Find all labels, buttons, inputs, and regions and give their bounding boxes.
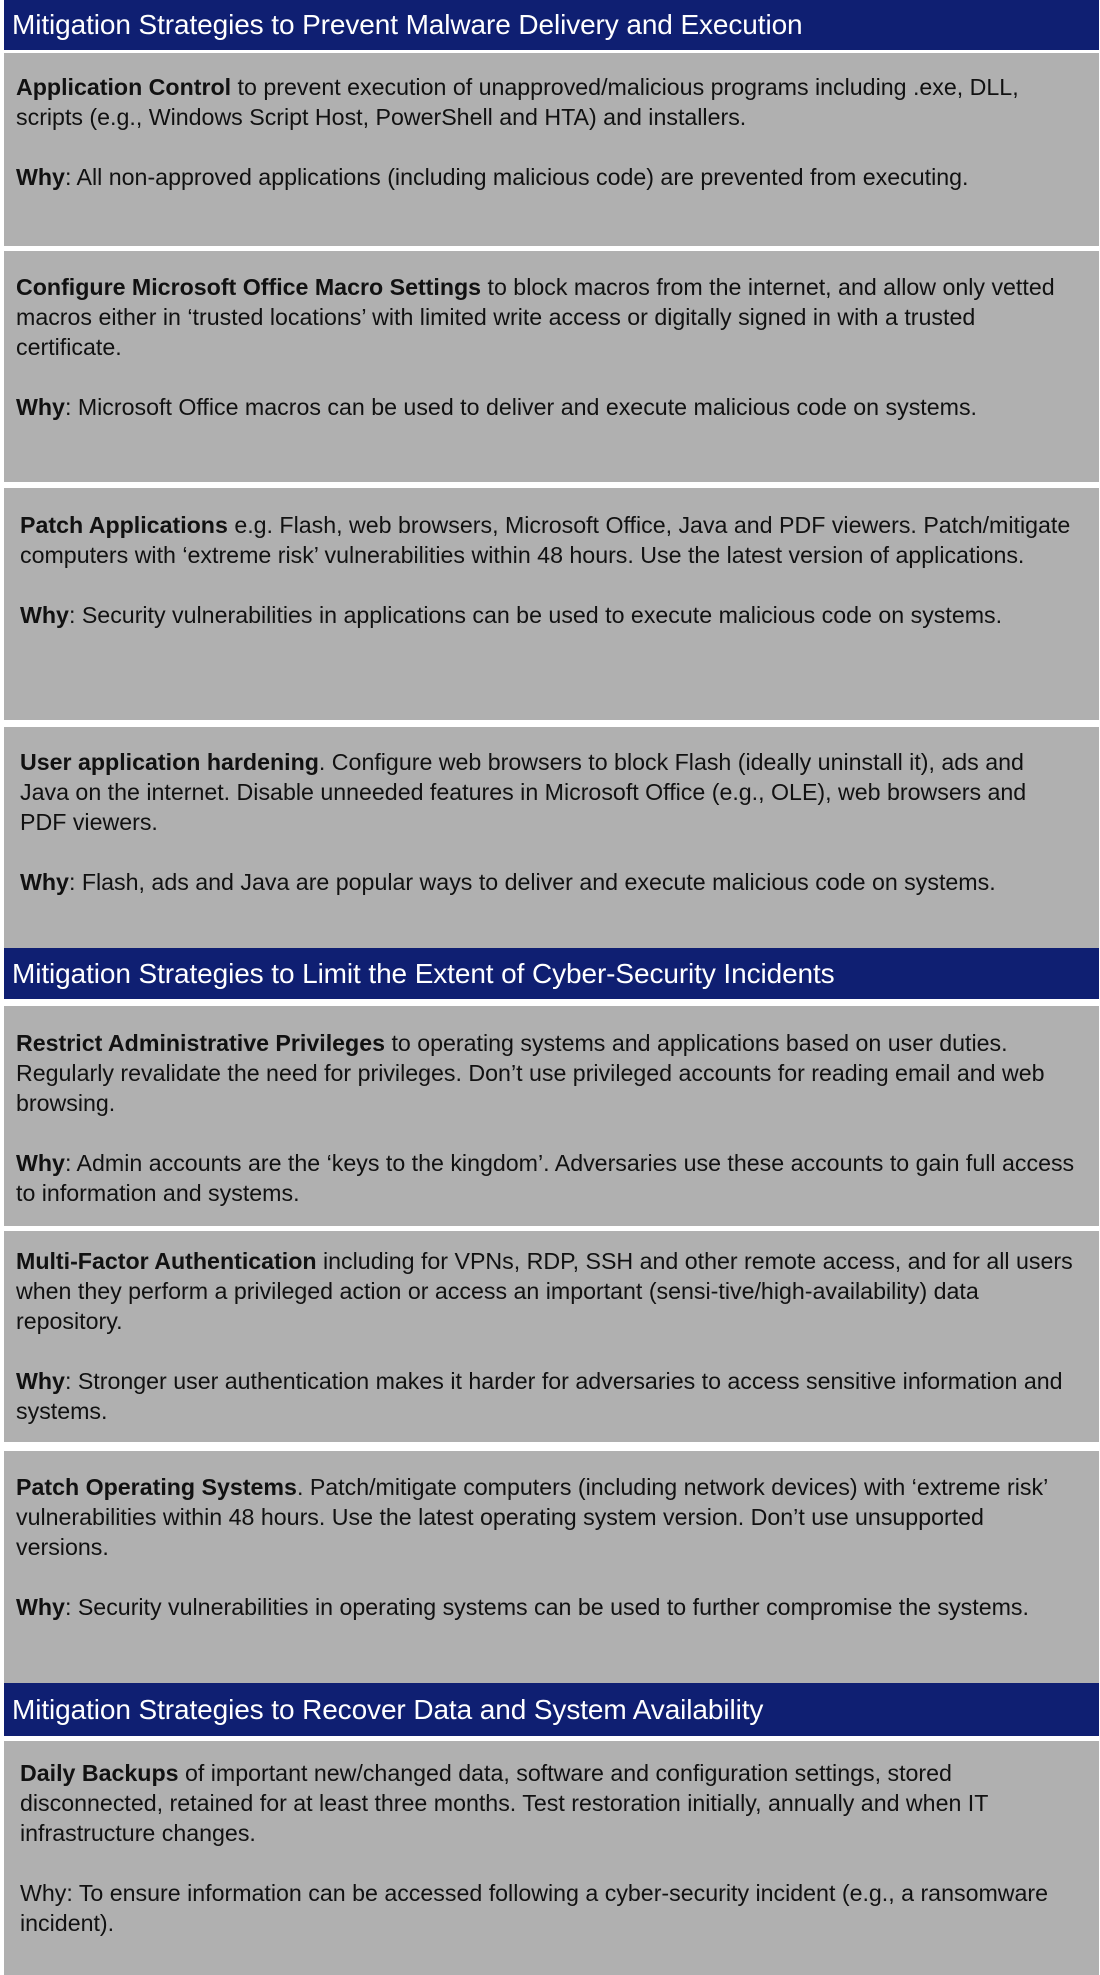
strategy-why: [20, 600, 1077, 630]
strategy-description: [16, 72, 1077, 132]
why-text: : Flash, ads and Java are popular ways to deliver and execute malicious code on systems.: [68, 869, 996, 895]
strategy-card-patch-os: [4, 1451, 1099, 1683]
why-text: : Stronger user authentication makes it harder for adversaries to access sensitive information and systems.: [16, 1368, 1063, 1424]
section-header-limit-incidents: [4, 948, 1099, 999]
strategy-card-patch-applications: [4, 488, 1099, 720]
strategy-description: [20, 510, 1077, 570]
strategy-term: Configure Microsoft Office Macro Settings: [16, 274, 482, 300]
strategy-description: [16, 1246, 1077, 1336]
section-title: Mitigation Strategies to Recover Data and System Availability: [12, 1693, 764, 1725]
why-text: Why: To ensure information can be accessed following a cyber-security incident (e.g., a ransomware incident).: [20, 1880, 1049, 1936]
why-label: Why: [16, 1150, 65, 1176]
why-text: : Microsoft Office macros can be used to deliver and execute malicious code on systems.: [64, 394, 977, 420]
strategy-description: [20, 747, 1077, 837]
strategy-why: [16, 1592, 1077, 1622]
strategy-detail: to prevent execution of unapproved/malicious programs including .exe, DLL, scripts (e.g., Windows Script Host, PowerShell and HTA) and installers.: [16, 74, 1019, 130]
strategy-term: Application Control: [16, 74, 232, 100]
strategy-detail: e.g. Flash, web browsers, Microsoft Office, Java and PDF viewers. Patch/mitigate computers with ‘extreme risk’ vulnerabilities within 48 hours. Use the latest version of applications.: [20, 512, 1071, 568]
strategy-description: [20, 1758, 1077, 1848]
why-label: Why: [16, 1368, 65, 1394]
strategy-description: [16, 1028, 1077, 1118]
strategy-card-mfa: [4, 1231, 1099, 1442]
why-label: Why: [16, 164, 65, 190]
strategy-description: [16, 272, 1077, 362]
strategy-term: Restrict Administrative Privileges: [16, 1030, 385, 1056]
strategy-detail: to block macros from the internet, and allow only vetted macros either in ‘trusted locations’ with limited write access or digitally signed in with a trusted certificate.: [16, 274, 1055, 360]
strategy-card-office-macros: [4, 251, 1099, 482]
why-label: Why: [20, 602, 69, 628]
strategy-why: [20, 1878, 1077, 1938]
section-title: Mitigation Strategies to Limit the Extent of Cyber-Security Incidents: [12, 957, 835, 989]
strategy-detail: . Configure web browsers to block Flash (ideally uninstall it), ads and Java on the internet. Disable unneeded features in Microsoft Office (e.g., OLE), web browsers and PDF viewers.: [20, 749, 1027, 835]
why-text: : Security vulnerabilities in applications can be used to execute malicious code on systems.: [68, 602, 1003, 628]
strategy-detail: including for VPNs, RDP, SSH and other remote access, and for all users when they perform a privileged action or access an important (sensi-tive/high-availability) data repository.: [16, 1248, 1073, 1334]
why-label: Why: [16, 394, 65, 420]
strategy-card-daily-backups: [4, 1741, 1099, 1975]
section-title: Mitigation Strategies to Prevent Malware Delivery and Execution: [12, 9, 803, 40]
why-text: : Security vulnerabilities in operating systems can be used to further compromise the systems.: [64, 1594, 1029, 1620]
strategy-card-user-app-hardening: [4, 727, 1099, 948]
why-text: : Admin accounts are the ‘keys to the kingdom’. Adversaries use these accounts to gain full access to information and systems.: [16, 1150, 1075, 1206]
strategy-card-application-control: [4, 53, 1099, 246]
strategy-term: Multi-Factor Authentication: [16, 1248, 317, 1274]
strategy-term: Patch Operating Systems: [16, 1474, 297, 1500]
strategy-detail: to operating systems and applications based on user duties. Regularly revalidate the need for privileges. Don’t use privileged accounts for reading email and web browsing.: [16, 1030, 1045, 1116]
strategy-why: [20, 867, 1077, 897]
section-header-prevent-malware: [4, 0, 1099, 50]
section-header-recover-data: [4, 1683, 1099, 1736]
why-label: Why: [20, 869, 69, 895]
strategy-card-restrict-admin: [4, 1006, 1099, 1226]
strategy-why: [16, 392, 1077, 422]
strategy-detail: of important new/changed data, software and configuration settings, stored disconnected, retained for at least three months. Test restoration initially, annually and when IT infrastructure changes.: [20, 1760, 988, 1846]
strategy-term: User application hardening: [20, 749, 319, 775]
why-text: : All non-approved applications (including malicious code) are prevented from executing.: [64, 164, 969, 190]
strategy-term: Patch Applications: [20, 512, 228, 538]
strategy-detail: . Patch/mitigate computers (including network devices) with ‘extreme risk’ vulnerabilities within 48 hours. Use the latest operating system version. Don’t use unsupported versions.: [16, 1474, 1048, 1560]
why-label: Why: [16, 1594, 65, 1620]
strategy-why: [16, 1148, 1077, 1208]
strategy-why: [16, 162, 1077, 192]
strategy-description: [16, 1472, 1077, 1562]
strategy-term: Daily Backups: [20, 1760, 179, 1786]
strategy-why: [16, 1366, 1077, 1426]
